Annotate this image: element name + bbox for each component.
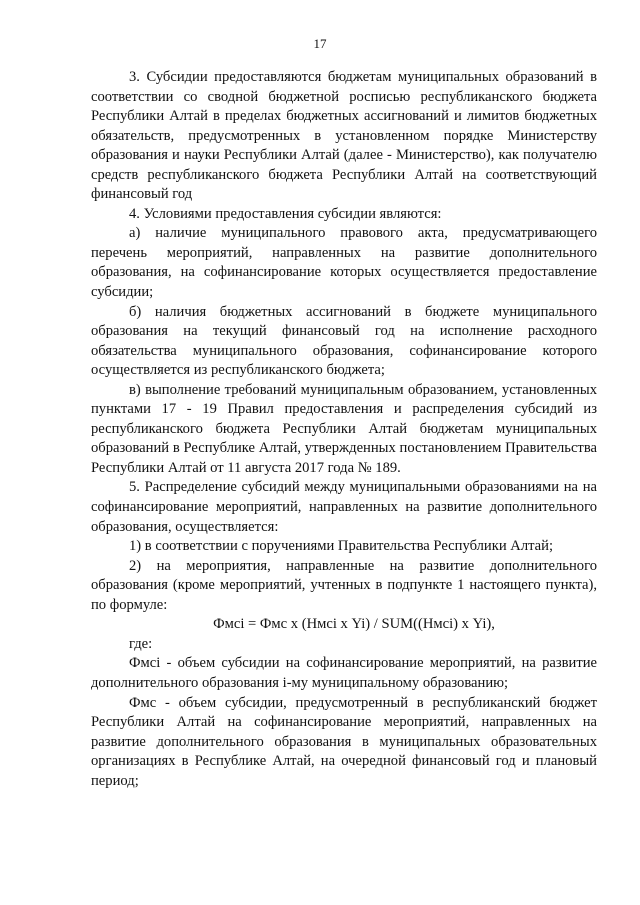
paragraph-condition-b: б) наличия бюджетных ассигнований в бюджете муниципального образования на текущий финансовый год на исполнение расходного обязательства муниципального образования, софинансирование которого осуществляется из республиканского бюджета; [91, 303, 597, 379]
paragraph-distribution-item-2: 2) на мероприятия, направленные на развитие дополнительного образования (кроме мероприятий, учтенных в подпункте 1 настоящего пункта), по формуле: [91, 557, 597, 613]
page-number: 17 [313, 36, 327, 51]
paragraph-subsidy-provision: 3. Субсидии предоставляются бюджетам муниципальных образований в соответствии со сводной бюджетной росписью республиканского бюджета Республики Алтай в пределах бюджетных ассигнований и лимитов бюджетных обязательств, предусмотренных в установленном порядке Министерству образования и науки Республики Алтай (далее - Министерство), как получателю средств республиканского бюджета Республики Алтай на соответствующий финансовый год [91, 69, 597, 203]
definition-fmsi: Фмсi - объем субсидии на софинансирование мероприятий, на развитие дополнительного образования i-му муниципальному образованию; [91, 655, 597, 691]
paragraph-distribution-item-1: 1) в соответствии с поручениями Правительства Республики Алтай; [129, 538, 553, 555]
definition-fms: Фмс - объем субсидии, предусмотренный в республиканский бюджет Республики Алтай на софинансирование мероприятий, направленных на развитие дополнительного образования в муниципальных образовательных организациях в Республике Алтай, на очередной финансовый год и плановый период; [91, 694, 597, 789]
paragraph-condition-a: а) наличие муниципального правового акта, предусматривающего перечень мероприятий, направленных на развитие дополнительного образования, на софинансирование которых осуществляется предоставление субсидии; [91, 225, 597, 301]
where-label: где: [129, 635, 153, 652]
paragraph-condition-v: в) выполнение требований муниципальным образованием, установленных пунктами 17 - 19 Правил предоставления и распределения субсидий из республиканского бюджета Республики Алтай бюджетам муниципальных образований в Республике Алтай, утвержденных постановлением Правительства Республики Алтай от 11 августа 2017 года № 189. [91, 381, 597, 476]
document-body [91, 68, 597, 791]
paragraph-distribution-heading: 5. Распределение субсидий между муниципальными образованиями на на софинансирование мероприятий, направленных на развитие дополнительного образования, осуществляется: [91, 479, 597, 535]
distribution-formula: Фмсi = Фмс х (Нмсi х Yi) / SUM((Нмсi) х Yi), [213, 616, 495, 633]
paragraph-conditions-heading: 4. Условиями предоставления субсидии являются: [129, 205, 442, 222]
